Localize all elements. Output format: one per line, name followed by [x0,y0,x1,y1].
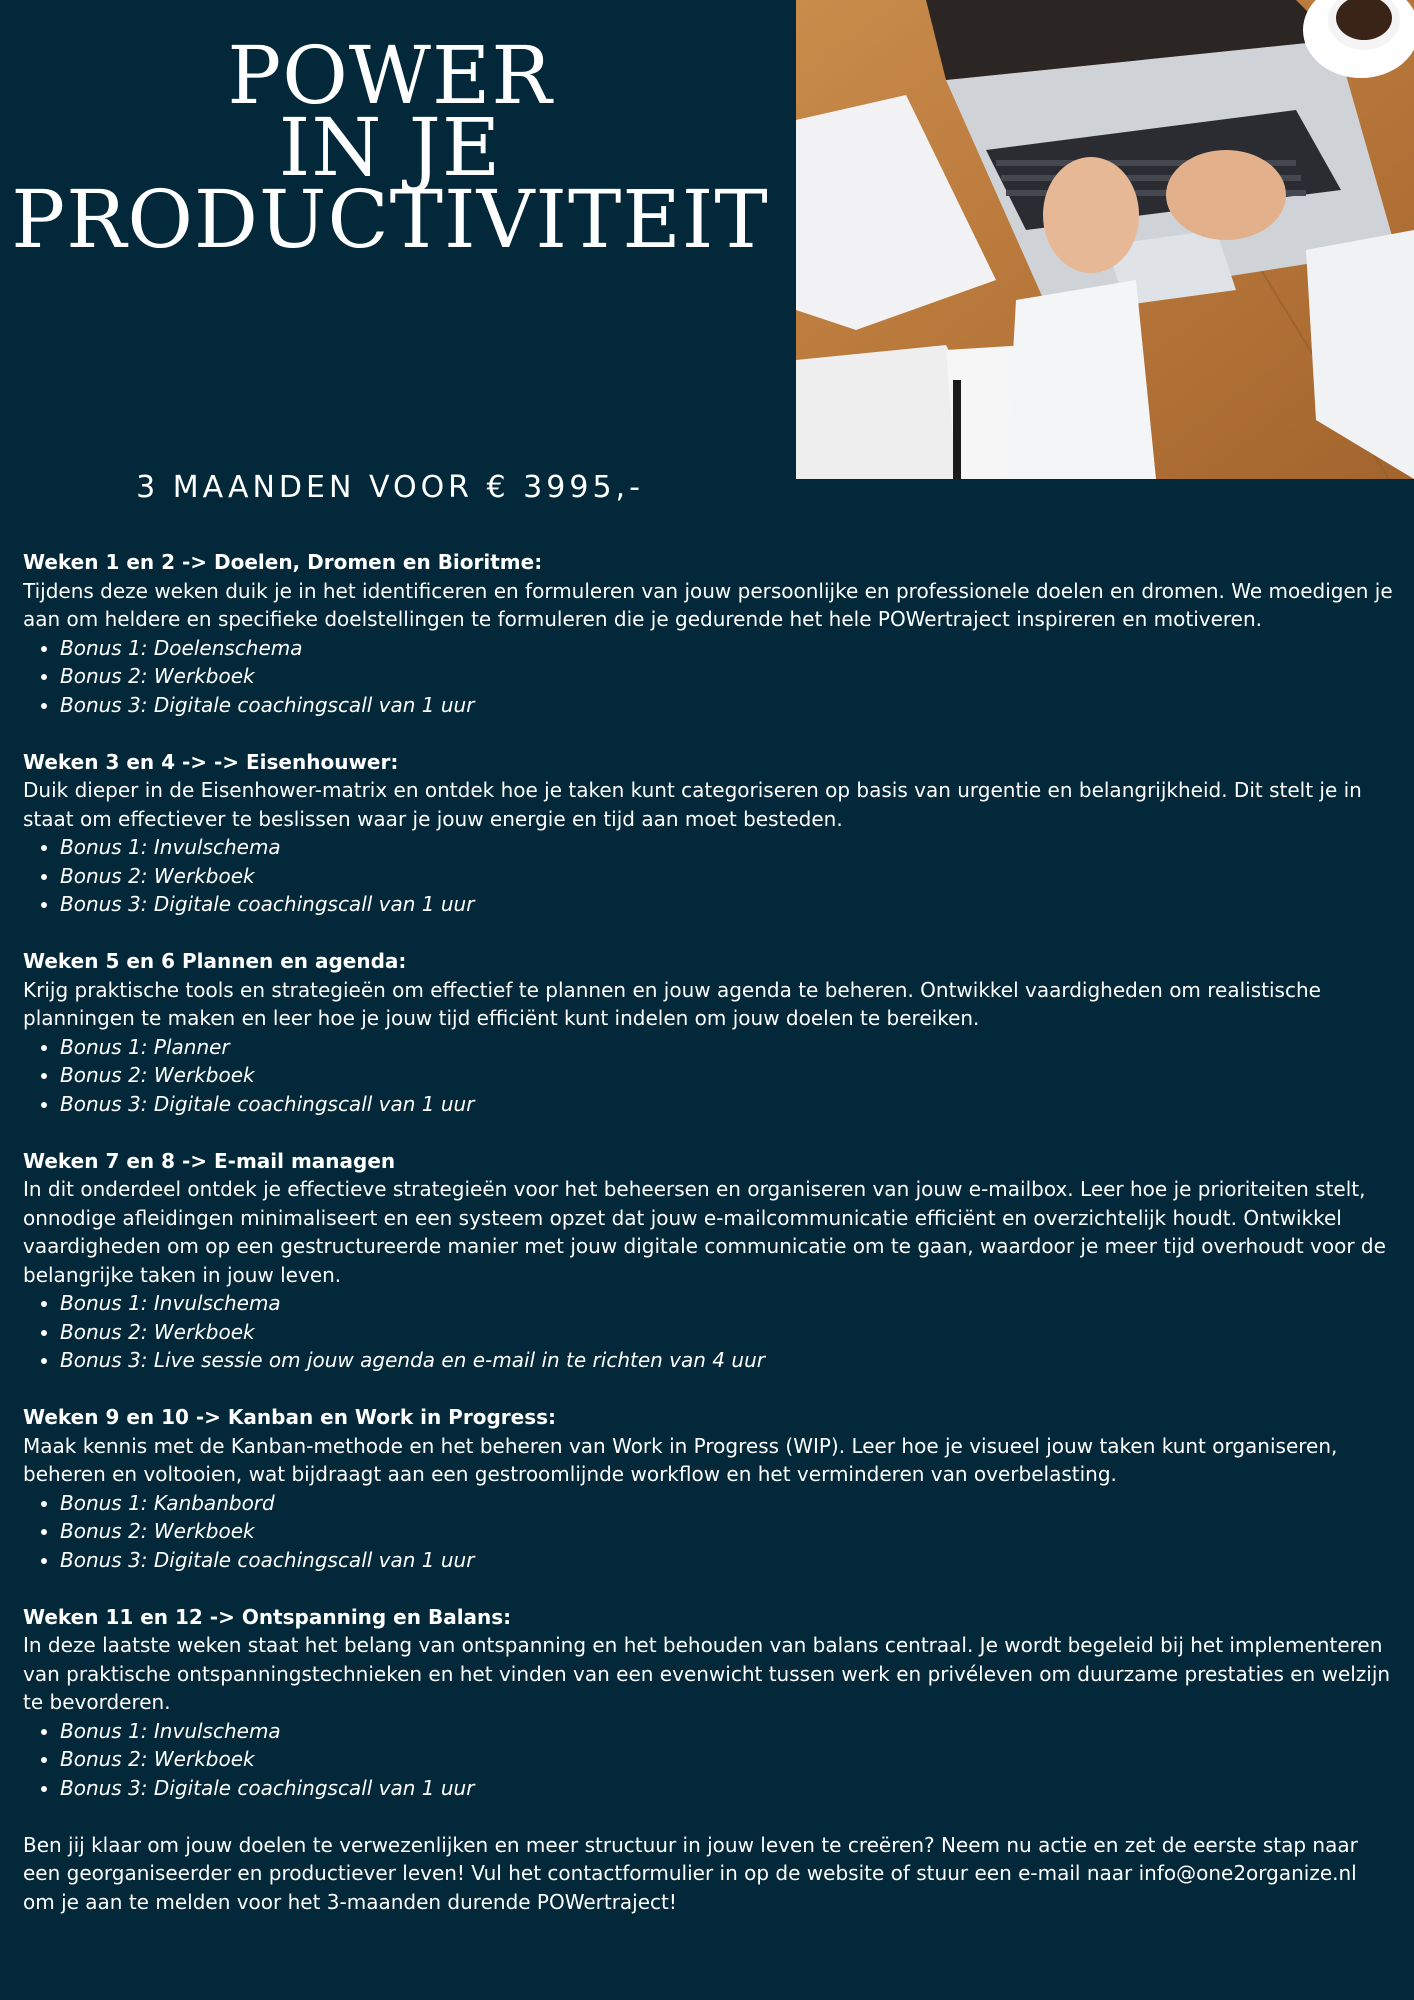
price-label: 3 MAANDEN VOOR € 3995,- [136,470,644,505]
week-section [23,548,1393,719]
title-line: IN JE [278,101,502,194]
page-title [0,29,780,266]
bonus-item: • Bonus 3: Digitale coachingscall van 1 uur [60,1774,1393,1803]
bonus-item: • Bonus 2: Werkboek [60,862,1393,891]
bonus-list [23,1489,1393,1575]
section-body: Krijg praktische tools en strategieën om effectief te plannen en jouw agenda te beheren. Ontwikkel vaardigheden om realistische planningen te maken en leer hoe je jouw tijd efficiënt kunt indelen om jouw doelen te bereiken. [23,977,1321,1030]
bonus-item: • Bonus 3: Live sessie om jouw agenda en e-mail in te richten van 4 uur [60,1346,1393,1375]
bonus-item: • Bonus 3: Digitale coachingscall van 1 uur [60,890,1393,919]
section-heading: Weken 11 en 12 -> Ontspanning en Balans: [23,1604,512,1629]
bonus-item: • Bonus 2: Werkboek [60,1745,1393,1774]
bonus-list [23,1717,1393,1803]
section-body: Tijdens deze weken duik je in het identificeren en formuleren van jouw persoonlijke en professionele doelen en dromen. We moedigen je aan om heldere en specifieke doelstellingen te formuleren die je gedurende het hele POWertraject inspireren en motiveren. [23,578,1393,631]
bonus-item: • Bonus 3: Digitale coachingscall van 1 uur [60,1090,1393,1119]
section-heading: Weken 1 en 2 -> Doelen, Dromen en Bioritme: [23,550,543,574]
section-body: Duik dieper in de Eisenhower-matrix en ontdek hoe je taken kunt categoriseren op basis van urgentie en belangrijkheid. Dit stelt je in staat om effectiever te beslissen waar je jouw energie en tijd aan moet besteden. [23,778,1362,831]
bonus-list [23,634,1393,720]
bonus-item: • Bonus 2: Werkboek [60,1061,1393,1090]
bonus-item: • Bonus 1: Doelenschema [60,634,1393,663]
bonus-item: • Bonus 3: Digitale coachingscall van 1 uur [60,1546,1393,1575]
bonus-item: • Bonus 1: Invulschema [60,1289,1393,1318]
week-section [23,1147,1393,1375]
section-body: Maak kennis met de Kanban-methode en het beheren van Work in Progress (WIP). Leer hoe je visueel jouw taken kunt organiseren, beheren en voltooien, wat bijdraagt aan een gestroomlijnde workflow en het verminderen van overbelasting. [23,1433,1338,1486]
bonus-item: • Bonus 3: Digitale coachingscall van 1 uur [60,691,1393,720]
bonus-list [23,1289,1393,1375]
bonus-list [23,833,1393,919]
week-section [23,1403,1393,1574]
section-heading: Weken 5 en 6 Plannen en agenda: [23,949,407,973]
bonus-item: • Bonus 1: Invulschema [60,833,1393,862]
week-section [23,1603,1393,1803]
title-line: POWER [227,29,553,122]
bonus-item: • Bonus 2: Werkboek [60,1318,1393,1347]
bonus-item: • Bonus 2: Werkboek [60,1517,1393,1546]
week-section [23,748,1393,919]
closing-paragraph: Ben jij klaar om jouw doelen te verwezenlijken en meer structuur in jouw leven te creëren? Neem nu actie en zet de eerste stap naar een georganiseerder en productiever leven! Vul het contactformulier in op de website of stuur een e-mail naar info@one2organize.nl om je aan te melden voor het 3-maanden durende POWertraject! [23,1832,1358,1914]
section-heading: Weken 9 en 10 -> Kanban en Work in Progress: [23,1405,556,1429]
laptop-photo [796,0,1414,479]
bonus-item: • Bonus 1: Planner [60,1033,1393,1062]
section-body: In dit onderdeel ontdek je effectieve strategieën voor het beheersen en organiseren van jouw e-mailbox. Leer hoe je prioriteiten stelt, onnodige afleidingen minimaliseert en een systeem opzet dat jouw e-mailcommunicatie efficiënt en overzichtelijk houdt. Ontwikkel vaardigheden om op een gestructureerde manier met jouw digitale communicatie om te gaan, waardoor je meer tijd overhoudt voor de belangrijke taken in jouw leven. [23,1177,1386,1287]
section-body: In deze laatste weken staat het belang van ontspanning en het behouden van balans centraal. Je wordt begeleid bij het implementeren van praktische ontspanningstechnieken en het vinden van een evenwicht tussen werk en privéleven om duurzame prestaties en welzijn te bevorderen. [23,1633,1391,1714]
bonus-item: • Bonus 1: Invulschema [60,1717,1393,1746]
title-line: PRODUCTIVITEIT [11,173,769,266]
program-content [23,548,1393,1916]
bonus-item: • Bonus 2: Werkboek [60,662,1393,691]
week-section [23,947,1393,1118]
section-heading: Weken 7 en 8 -> E-mail managen [23,1148,396,1173]
bonus-list [23,1033,1393,1119]
section-heading: Weken 3 en 4 -> -> Eisenhouwer: [23,749,399,774]
bonus-item: • Bonus 1: Kanbanbord [60,1489,1393,1518]
